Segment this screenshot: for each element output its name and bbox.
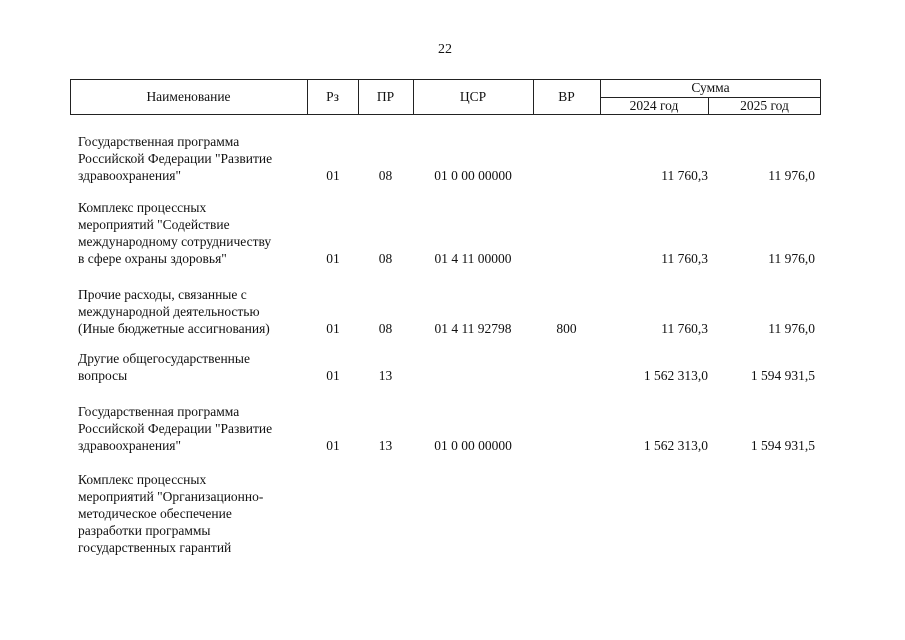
row-name xyxy=(78,286,310,337)
header-year-2025: 2025 год xyxy=(740,98,789,113)
row-rz: 01 xyxy=(326,168,340,183)
table-row xyxy=(0,130,905,184)
row-pr: 13 xyxy=(378,368,393,383)
row-name-line: здравоохранения" xyxy=(78,168,182,183)
row-csr: 01 4 11 00000 xyxy=(434,251,512,266)
row-pr: 08 xyxy=(378,321,393,336)
header-vr: ВР xyxy=(558,89,575,104)
row-name-line: здравоохранения" xyxy=(78,438,182,453)
row-name-line: Прочие расходы, связанные с xyxy=(78,287,247,302)
row-sum-2024: 1 562 313,0 xyxy=(643,438,708,453)
row-name xyxy=(78,471,310,556)
row-name-line: Российской Федерации "Развитие xyxy=(78,151,273,166)
row-rz: 01 xyxy=(326,251,340,266)
row-name-line: международной деятельностью xyxy=(78,304,260,319)
row-csr: 01 0 00 00000 xyxy=(434,168,512,183)
header-sum: Сумма xyxy=(691,80,730,95)
row-name-line: Другие общегосударственные xyxy=(78,351,250,366)
row-name-line: государственных гарантий xyxy=(78,540,232,555)
header-pr: ПР xyxy=(376,89,395,104)
table-row xyxy=(0,468,905,556)
row-sum-2024: 11 760,3 xyxy=(661,168,708,183)
row-pr: 08 xyxy=(378,251,393,266)
row-name-line: (Иные бюджетные ассигнования) xyxy=(78,321,270,336)
header-year-2024: 2024 год xyxy=(629,98,679,113)
row-sum-2025: 11 976,0 xyxy=(768,321,815,336)
row-name-line: разработки программы xyxy=(78,523,211,538)
row-sum-2024: 1 562 313,0 xyxy=(643,368,708,383)
table-row xyxy=(0,283,905,337)
table-row xyxy=(0,195,905,267)
header-name: Наименование xyxy=(146,89,231,104)
row-sum-2025: 11 976,0 xyxy=(768,251,815,266)
row-sum-2025: 1 594 931,5 xyxy=(750,438,815,453)
row-sum-2024: 11 760,3 xyxy=(661,321,708,336)
row-name-line: вопросы xyxy=(78,368,128,383)
row-rz: 01 xyxy=(326,321,340,336)
row-name xyxy=(78,199,310,267)
row-name-line: мероприятий "Организационно- xyxy=(78,489,264,504)
row-name-line: Государственная программа xyxy=(78,404,240,419)
row-sum-2024: 11 760,3 xyxy=(661,251,708,266)
row-name-line: методическое обеспечение xyxy=(78,506,232,521)
row-name xyxy=(78,403,310,454)
row-name-line: Комплекс процессных xyxy=(78,200,207,215)
row-name-line: Государственная программа xyxy=(78,134,240,149)
row-name-line: мероприятий "Содействие xyxy=(78,217,230,232)
row-rz: 01 xyxy=(326,368,340,383)
page-number: 22 xyxy=(438,42,452,57)
row-name-line: международному сотрудничеству xyxy=(78,234,272,249)
row-csr: 01 4 11 92798 xyxy=(434,321,512,336)
table-row xyxy=(0,400,905,454)
row-sum-2025: 1 594 931,5 xyxy=(750,368,815,383)
row-csr: 01 0 00 00000 xyxy=(434,438,512,453)
row-pr: 13 xyxy=(378,438,393,453)
row-rz: 01 xyxy=(326,438,340,453)
table-row xyxy=(0,348,905,384)
row-name xyxy=(78,350,310,384)
row-sum-2025: 11 976,0 xyxy=(768,168,815,183)
row-vr: 800 xyxy=(556,321,577,336)
row-name-line: Российской Федерации "Развитие xyxy=(78,421,273,436)
row-name-line: в сфере охраны здоровья" xyxy=(78,251,227,266)
header-csr: ЦСР xyxy=(459,89,487,104)
row-name-line: Комплекс процессных xyxy=(78,472,207,487)
header-rz: Рз xyxy=(326,89,339,104)
row-pr: 08 xyxy=(378,168,393,183)
row-name xyxy=(78,133,310,184)
